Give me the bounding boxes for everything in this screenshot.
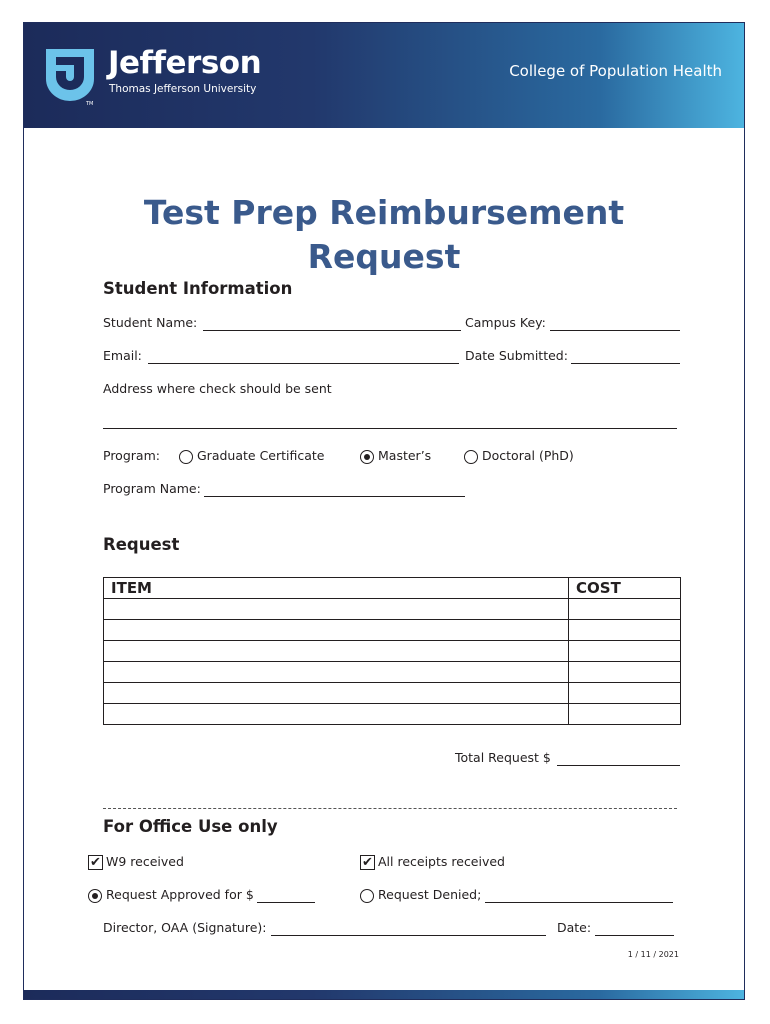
cost-cell[interactable] [569,641,681,662]
email-field[interactable] [148,363,459,364]
college-name: College of Population Health [509,62,722,80]
item-cell[interactable] [104,683,569,704]
email-label: Email: [103,348,142,363]
date-submitted-label: Date Submitted: [465,348,568,363]
program-option-label: Doctoral (PhD) [482,448,574,463]
program-label: Program: [103,448,160,463]
cost-cell[interactable] [569,683,681,704]
logo-subtitle: Thomas Jefferson University [109,83,257,95]
page-title [24,191,744,279]
approved-amount-field[interactable] [257,902,315,903]
cost-cell[interactable] [569,662,681,683]
table-row [104,704,681,725]
program-radio-masters[interactable] [360,450,374,464]
item-column-header: ITEM [104,578,569,599]
request-heading: Request [103,535,180,554]
denied-reason-field[interactable] [485,902,673,903]
w9-label: W9 received [106,854,184,869]
title-line-1: Test Prep Reimbursement [143,193,625,232]
item-cell[interactable] [104,620,569,641]
section-divider [103,808,677,809]
office-date-field[interactable] [595,935,674,936]
w9-checkbox[interactable]: ✔ [88,855,103,870]
approved-radio[interactable] [88,889,102,903]
revision-date: 1 / 11 / 2021 [627,950,679,959]
program-option-label: Graduate Certificate [197,448,325,463]
item-cell[interactable] [104,599,569,620]
logo-wordmark: Jefferson [108,45,262,81]
office-date-label: Date: [557,920,592,935]
form-page [23,22,745,1000]
item-cell[interactable] [104,704,569,725]
logo-trademark: TM [86,101,94,107]
campus-key-label: Campus Key: [465,315,546,330]
cost-column-header: COST [569,578,681,599]
table-row [104,662,681,683]
total-request-label: Total Request $ [455,750,551,765]
signature-label: Director, OAA (Signature): [103,920,267,935]
request-table [103,577,681,725]
student-info-heading: Student Information [103,279,293,298]
cost-cell[interactable] [569,599,681,620]
item-cell[interactable] [104,662,569,683]
receipts-checkbox[interactable]: ✔ [360,855,375,870]
campus-key-field[interactable] [550,330,680,331]
cost-cell[interactable] [569,704,681,725]
address-label: Address where check should be sent [103,381,332,396]
receipts-label: All receipts received [378,854,505,869]
denied-label: Request Denied; [378,887,482,902]
title-line-2: Request [307,237,461,276]
denied-radio[interactable] [360,889,374,903]
program-option-label: Master’s [378,448,432,463]
total-request-field[interactable] [557,765,680,766]
table-header-row [104,578,681,599]
student-name-field[interactable] [203,330,461,331]
item-cell[interactable] [104,641,569,662]
approved-label: Request Approved for $ [106,887,254,902]
program-radio-doctoral[interactable] [464,450,478,464]
signature-field[interactable] [271,935,546,936]
page-header [24,23,744,128]
office-use-heading: For Office Use only [103,817,278,836]
program-name-field[interactable] [204,496,465,497]
cost-cell[interactable] [569,620,681,641]
table-row [104,641,681,662]
table-row [104,683,681,704]
jefferson-shield-icon [46,49,94,101]
table-row [104,599,681,620]
program-radio-graduate-certificate[interactable] [179,450,193,464]
table-row [104,620,681,641]
student-name-label: Student Name: [103,315,198,330]
date-submitted-field[interactable] [571,363,680,364]
address-field[interactable] [103,428,677,429]
program-name-label: Program Name: [103,481,201,496]
footer-bar [24,990,744,999]
